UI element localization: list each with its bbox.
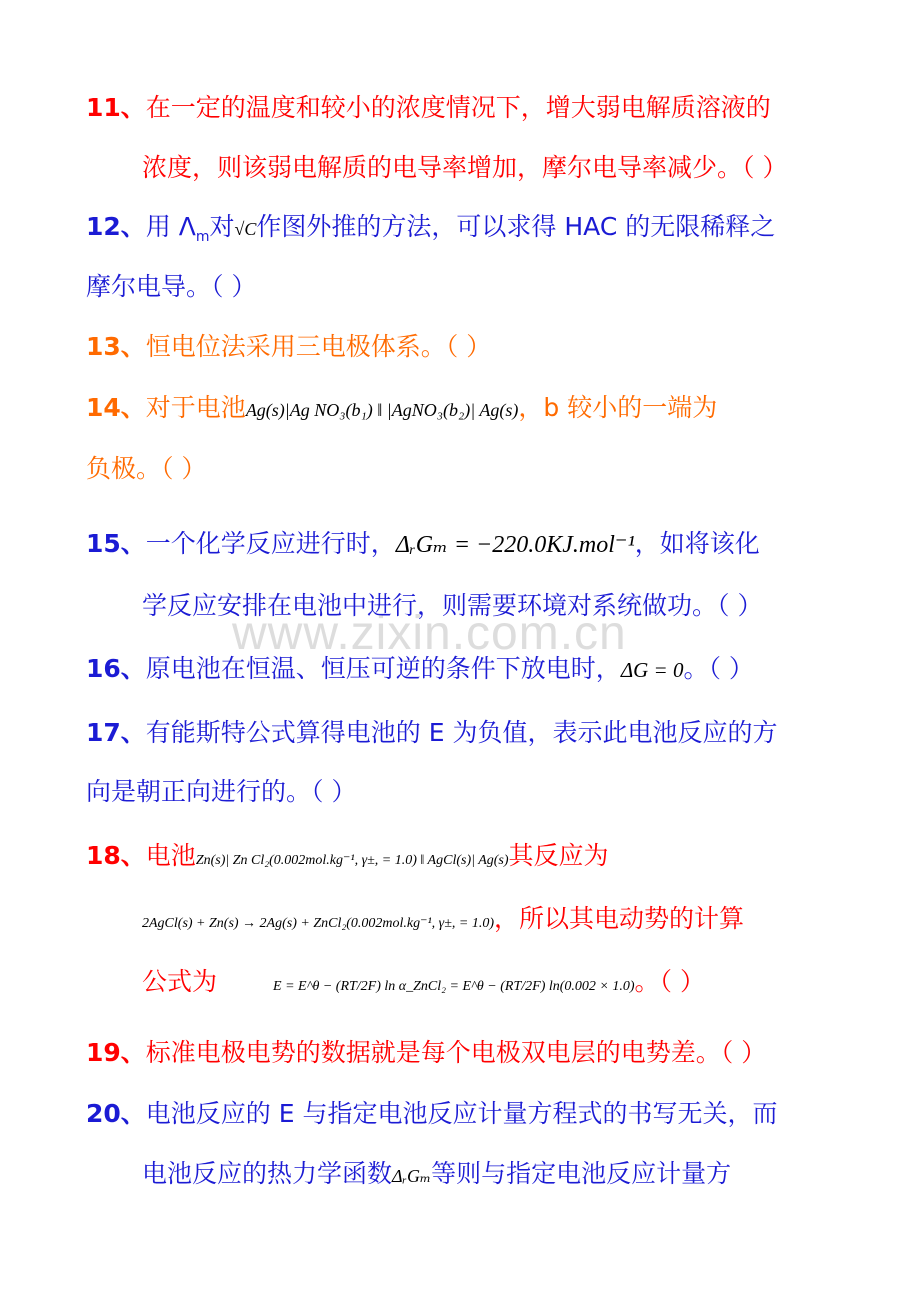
q15-line-2: [142, 590, 762, 622]
q14-line-1: [86, 392, 717, 426]
q13-text-1: 恒电位法采用三电极体系。（ ）: [145, 332, 492, 361]
q11-text-1: 在一定的温度和较小的浓度情况下，增大弱电解质溶液的: [145, 93, 771, 122]
q18-line-1: [86, 840, 609, 877]
q12-text-a: 用 Λ: [145, 212, 196, 241]
q12-line-1: [86, 211, 775, 253]
q19-number: 19、: [86, 1038, 146, 1067]
q18-text-a: 电池: [145, 841, 196, 870]
q18-line-2: [142, 903, 744, 940]
q16-line-1: [86, 653, 754, 686]
q17-line-2: [86, 776, 356, 808]
q20-text-1: 电池反应的 E 与指定电池反应计量方程式的书写无关，而: [145, 1099, 778, 1128]
q18-text-c: ，所以其电动势的计算: [493, 904, 744, 933]
q20-line-2: [142, 1158, 731, 1192]
q19-text-1: 标准电极电势的数据就是每个电极双电层的电势差。（ ）: [145, 1038, 767, 1067]
q16-text-a: 原电池在恒温、恒压可逆的条件下放电时，: [145, 654, 621, 683]
q20-line-1: [86, 1098, 778, 1130]
q12-text-b: 对: [209, 212, 235, 241]
q14-number: 14、: [86, 393, 146, 422]
q15-text-2: 学反应安排在电池中进行，则需要环境对系统做功。（ ）: [142, 591, 763, 620]
q18-text-b: 其反应为: [508, 841, 609, 870]
q20-number: 20、: [86, 1099, 146, 1128]
q17-text-2: 向是朝正向进行的。（ ）: [86, 777, 357, 806]
q15-number: 15、: [86, 529, 146, 558]
q12-number: 12、: [86, 212, 146, 241]
q20-text-b: 等则与指定电池反应计量方: [431, 1159, 732, 1188]
q12-line-2: [86, 271, 256, 303]
q20-text-a: 电池反应的热力学函数: [142, 1159, 393, 1188]
q17-line-1: [86, 717, 778, 749]
q14-line-2: [86, 453, 206, 485]
q12-formula-sqrt-c: √C: [234, 219, 257, 239]
q11-number: 11、: [86, 93, 146, 122]
q18-text-d: 公式为: [142, 967, 218, 996]
q13-line-1: [86, 331, 491, 363]
q17-number: 17、: [86, 718, 146, 747]
q18-line-3: [142, 966, 705, 1003]
q18-reaction-formula: 2AgCl(s) + Zn(s) → 2Ag(s) + ZnCl₂(0.002mol.kg⁻¹, γ±, = 1.0): [142, 916, 494, 931]
q14-cell-formula: Ag(s)|Ag NO₃(b₁) ‖ |AgNO₃(b₂)| Ag(s): [245, 400, 519, 420]
q15-text-b: ，如将该化: [634, 529, 760, 558]
q12-text-2: 摩尔电导。（ ）: [86, 272, 257, 301]
q16-number: 16、: [86, 654, 146, 683]
q19-line-1: [86, 1037, 766, 1069]
q14-text-b: ，b 较小的一端为: [518, 393, 718, 422]
q20-gibbs-formula: ΔᵣGₘ: [392, 1166, 432, 1186]
q12-sub-m: m: [195, 229, 210, 245]
q15-line-1: [86, 528, 760, 561]
q12-text-c: 作图外推的方法，可以求得 HAC 的无限稀释之: [256, 212, 776, 241]
q18-cell-formula: Zn(s)| Zn Cl₂(0.002mol.kg⁻¹, γ±, = 1.0) ‖ AgCl(s)| Ag(s): [195, 853, 509, 868]
q16-delta-g-formula: ΔG = 0: [620, 658, 684, 682]
q18-number: 18、: [86, 841, 146, 870]
q16-text-b: 。（ ）: [683, 654, 754, 683]
q18-text-e: 。（ ）: [634, 967, 705, 996]
q15-gibbs-formula: ΔᵣGₘ = −220.0KJ.mol⁻¹: [395, 532, 635, 558]
q11-line-1: [86, 92, 771, 124]
q18-emf-formula: E = E^θ − (RT/2F) ln α_ZnCl₂ = E^θ − (RT/2F) ln(0.002 × 1.0): [273, 979, 635, 994]
watermark: www.zixin.com.cn: [232, 607, 627, 660]
q11-line-2: [142, 152, 787, 184]
q13-number: 13、: [86, 332, 146, 361]
q11-text-2: 浓度，则该弱电解质的电导率增加，摩尔电导率减少。（ ）: [142, 153, 788, 182]
q14-text-2: 负极。（ ）: [86, 454, 207, 483]
q17-text-1: 有能斯特公式算得电池的 E 为负值，表示此电池反应的方: [145, 718, 778, 747]
q14-text-a: 对于电池: [145, 393, 246, 422]
q15-text-a: 一个化学反应进行时，: [145, 529, 396, 558]
